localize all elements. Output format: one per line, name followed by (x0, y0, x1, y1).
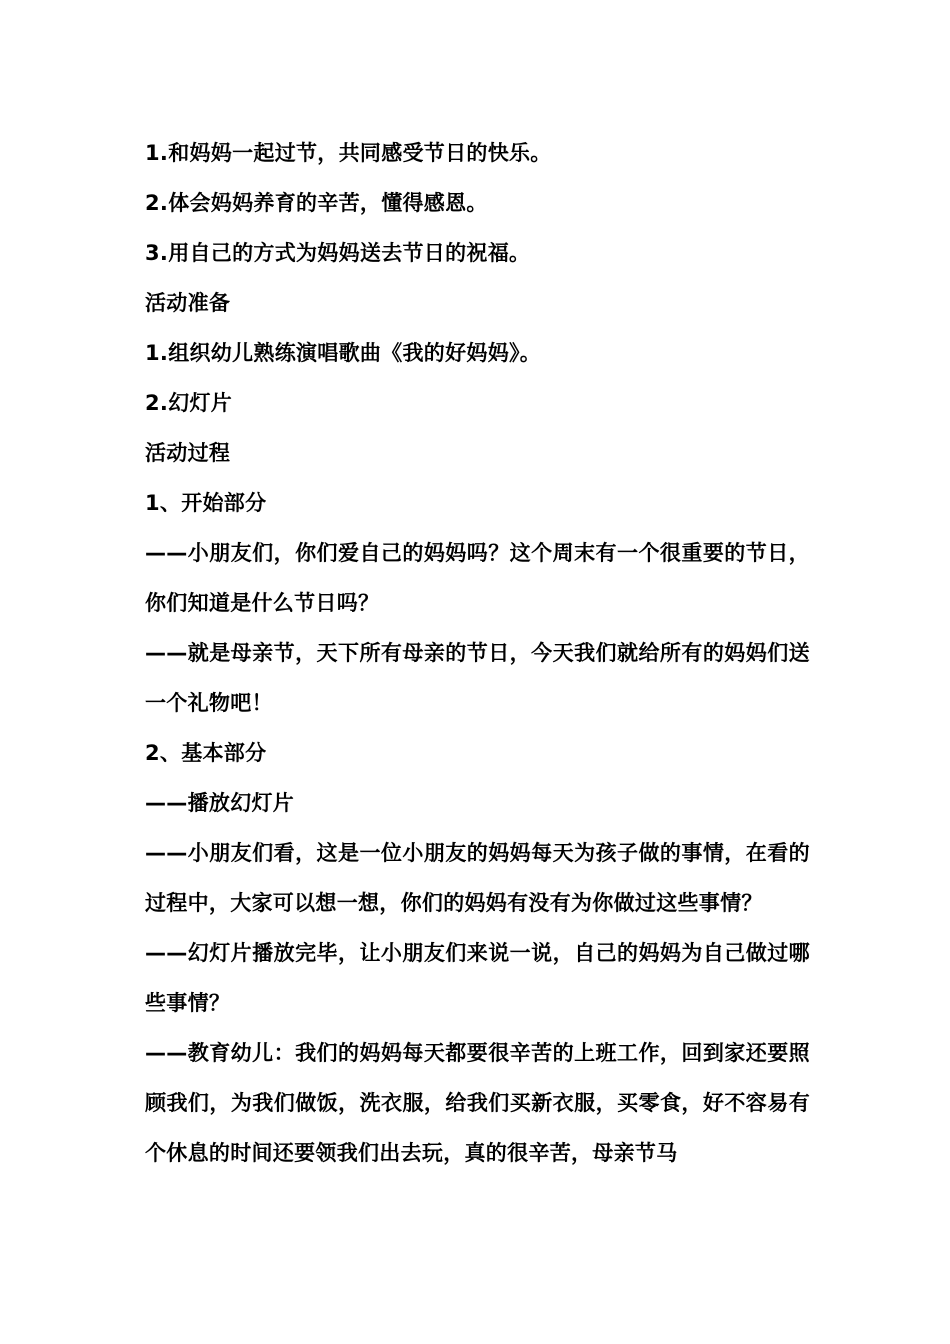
part1-paragraph-2: ——就是母亲节，天下所有母亲的节日，今天我们就给所有的妈妈们送一个礼物吧！ (145, 641, 810, 715)
document-page (145, 128, 810, 1178)
process-heading: 活动过程 (145, 441, 231, 465)
part2-paragraph-3: ——幻灯片播放完毕，让小朋友们来说一说，自己的妈妈为自己做过哪些事情？ (145, 941, 810, 1015)
preparation-item-2: 2.幻灯片 (145, 391, 233, 415)
part1-paragraph-1: ——小朋友们，你们爱自己的妈妈吗？这个周末有一个很重要的节日，你们知道是什么节日吗？ (145, 541, 810, 615)
part2-paragraph-2: ——小朋友们看，这是一位小朋友的妈妈每天为孩子做的事情，在看的过程中，大家可以想一想，你们的妈妈有没有为你做过这些事情？ (145, 841, 810, 915)
preparation-heading: 活动准备 (145, 291, 231, 315)
preparation-item-1: 1.组织幼儿熟练演唱歌曲《我的好妈妈》。 (145, 341, 542, 365)
goal-item-1: 1.和妈妈一起过节，共同感受节日的快乐。 (145, 141, 552, 165)
part2-paragraph-1: ——播放幻灯片 (145, 791, 295, 815)
goal-item-3: 3.用自己的方式为妈妈送去节日的祝福。 (145, 241, 531, 265)
part1-heading: 1、开始部分 (145, 491, 267, 515)
goal-item-2: 2.体会妈妈养育的辛苦，懂得感恩。 (145, 191, 488, 215)
part2-paragraph-4: ——教育幼儿：我们的妈妈每天都要很辛苦的上班工作，回到家还要照顾我们，为我们做饭，洗衣服，给我们买新衣服，买零食，好不容易有个休息的时间还要领我们出去玩，真的很辛苦，母亲节马 (145, 1041, 810, 1165)
part2-heading: 2、基本部分 (145, 741, 267, 765)
